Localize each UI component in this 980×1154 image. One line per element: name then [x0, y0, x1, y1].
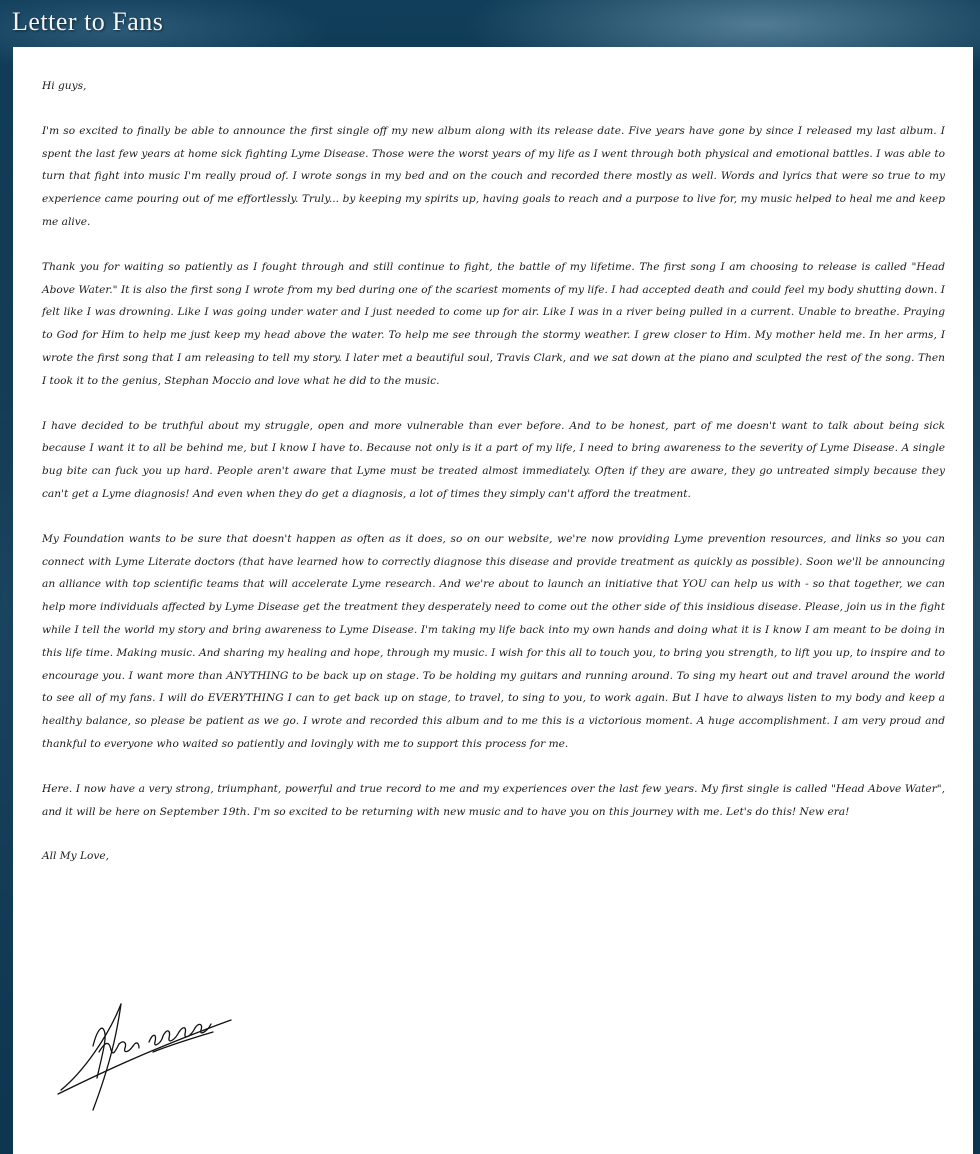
- letter-card: [13, 47, 973, 1154]
- letter-paragraph-2: Thank you for waiting so patiently as I fought through and still continue to fight, the battle of my lifetime. The first song I am choosing to release is called "Head Above Water." It is also the first song I wrote from my bed during one of the scariest moments of my life. I had accepted death and could feel my body shutting down. I felt like I was drowning. Like I was going under water and I just needed to come up for air. Like I was in a river being pulled in a current. Unable to breathe. Praying to God for Him to help me just keep my head above the water. To help me see through the stormy weather. I grew closer to Him. My mother held me. In her arms, I wrote the first song that I am releasing to tell my story. I later met a beautiful soul, Travis Clark, and we sat down at the piano and sculpted the rest of the song. Then I took it to the genius, Stephan Moccio and love what he did to the music.: [42, 260, 945, 387]
- letter-paragraph-1: I'm so excited to finally be able to announce the first single off my new album along with its release date. Five years have gone by since I released my last album. I spent the last few years at home sick fighting Lyme Disease. Those were the worst years of my life as I went through both physical and emotional battles. I was able to turn that fight into music I'm really proud of. I wrote songs in my bed and on the couch and recorded there mostly as well. Words and lyrics that were so true to my experience came pouring out of me effortlessly. Truly... by keeping my spirits up, having goals to reach and a purpose to live for, my music helped to heal me and keep me alive.: [42, 124, 945, 228]
- letter-closing: All My Love,: [42, 850, 110, 863]
- letter-paragraph-3: I have decided to be truthful about my struggle, open and more vulnerable than ever before. And to be honest, part of me doesn't want to talk about being sick because I want it to all be behind me, but I know I have to. Because not only is it a part of my life, I need to bring awareness to the severity of Lyme Disease. A single bug bite can fuck you up hard. People aren't aware that Lyme must be treated almost immediately. Often if they are aware, they go untreated simply because they can't get a Lyme diagnosis! And even when they do get a diagnosis, a lot of times they simply can't afford the treatment.: [42, 419, 945, 500]
- page-header: [12, 4, 163, 40]
- signature-image: [53, 982, 243, 1122]
- letter-greeting: Hi guys,: [42, 80, 87, 92]
- page-title: Letter to Fans: [12, 7, 164, 36]
- letter-paragraph-4: My Foundation wants to be sure that doesn't happen as often as it does, so on our website, we're now providing Lyme prevention resources, and links so you can connect with Lyme Literate doctors (that have learned how to correctly diagnose this disease and provide treatment as quickly as possible). Soon we'll be announcing an alliance with top scientific teams that will accelerate Lyme research. And we're about to launch an initiative that YOU can help us with - so that together, we can help more individuals affected by Lyme Disease get the treatment they desperately need to come out the other side of this insidious disease. Please, join us in the fight while I tell the world my story and bring awareness to Lyme Disease. I'm taking my life back into my own hands and doing what it is I know I am meant to be doing in this life time. Making music. And sharing my healing and hope, through my music. I wish for this all to touch you, to bring you strength, to lift you up, to inspire and to encourage you. I want more than ANYTHING to be back up on stage. To be holding my guitars and running around. To sing my heart out and travel around the world to see all of my fans. I will do EVERYTHING I can to get back up on stage, to travel, to sing to you, to work again. But I have to always listen to my body and keep a healthy balance, so please be patient as we go. I wrote and recorded this album and to me this is a victorious moment. A huge accomplishment. I am very proud and thankful to everyone who waited so patiently and lovingly with me to support this process for me.: [42, 532, 945, 750]
- letter-paragraph-5: Here. I now have a very strong, triumphant, powerful and true record to me and my experiences over the last few years. My first single is called "Head Above Water", and it will be here on September 19th. I'm so excited to be returning with new music and to have you on this journey with me. Let's do this! New era!: [42, 782, 945, 818]
